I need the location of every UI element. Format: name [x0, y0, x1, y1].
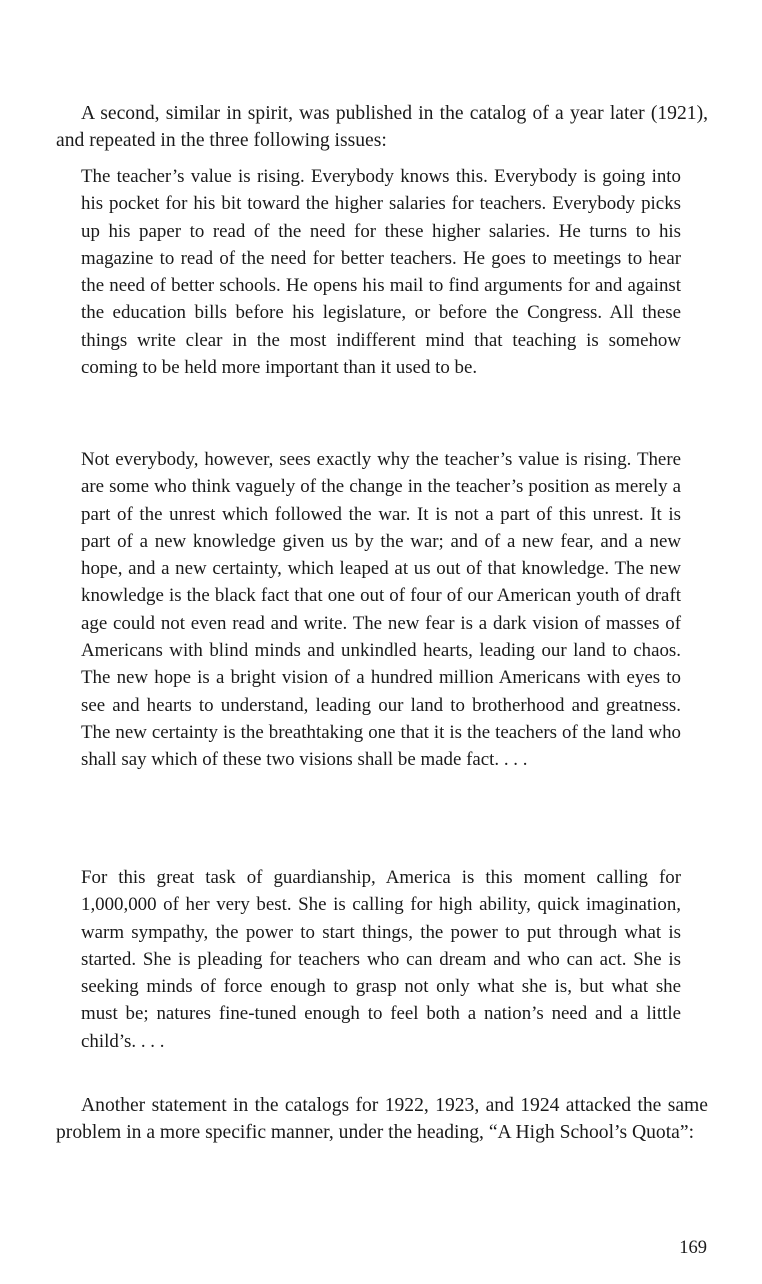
quote-paragraph-why-value-rising: Not everybody, however, sees exactly why the teacher’s value is rising. There are some who think vaguely of the change in the teacher’s position as merely a part of the unrest which followed the war. It is not a part of this unrest. It is part of a new knowledge given us by the war; and of a new fear, and a new hope, and a new certainty, which leaped at us out of that knowledge. The new knowledge is the black fact that one out of four of our American youth of draft age could not even read and write. The new fear is a dark vision of masses of Americans with blind minds and unkindled hearts, leading our land to chaos. The new hope is a bright vision of a hundred million Americans with eyes to see and hearts to understand, leading our land to brotherhood and greatness. The new certainty is the breathtaking one that it is the teachers of the land who shall say which of these two visions shall be made fact. . . . — [81, 449, 681, 771]
page-number: 169 — [679, 1238, 707, 1258]
intro-paragraph: A second, similar in spirit, was published in the catalog of a year later (1921), and repeated in the three following issues: — [56, 103, 708, 152]
closing-paragraph: Another statement in the catalogs for 1922, 1923, and 1924 attacked the same problem in a more specific manner, under the heading, “A High School’s Quota”: — [56, 1095, 708, 1144]
quote-paragraph-guardianship: For this great task of guardianship, America is this moment calling for 1,000,000 of her very best. She is calling for high ability, quick imagination, warm sympathy, the power to start things, the power to put through what is started. She is pleading for teachers who can dream and who can act. She is seeking minds of force enough to grasp not only what she is, but what she must be; natures fine-tuned enough to feel both a nation’s need and a little child’s. . . . — [81, 867, 681, 1052]
quote-paragraph-teachers-value: The teacher’s value is rising. Everybody knows this. Everybody is going into his pocket for his bit toward the higher salaries for teachers. Everybody picks up his paper to read of the need for these higher salaries. He turns to his magazine to read of the need for better teachers. He goes to meetings to hear the need of better schools. He opens his mail to find arguments for and against the education bills before his legislature, or before the Congress. All these things write clear in the most indifferent mind that teaching is somehow coming to be held more important than it used to be. — [81, 166, 681, 379]
